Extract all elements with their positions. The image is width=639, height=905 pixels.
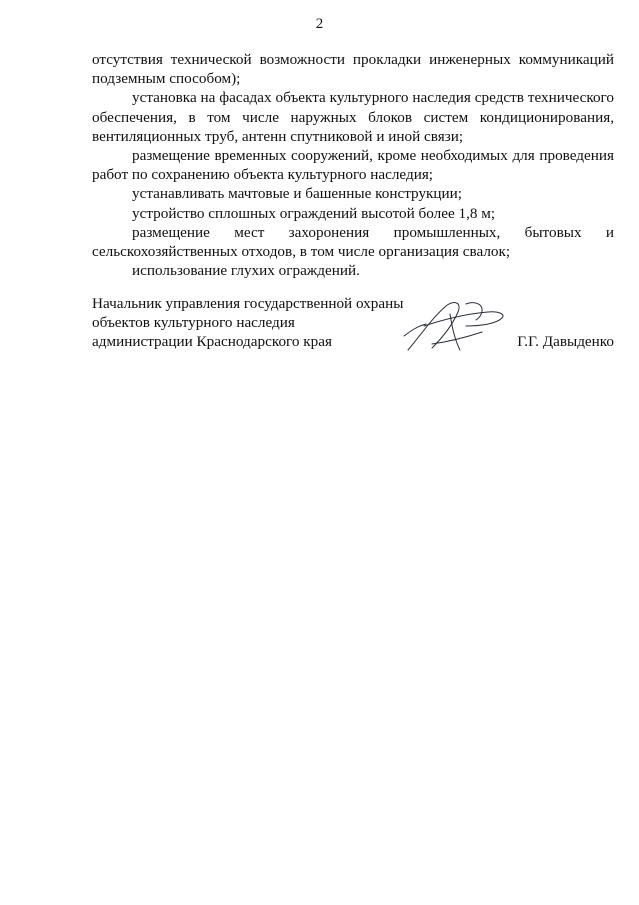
signature-block xyxy=(92,294,614,352)
paragraph: использование глухих ограждений. xyxy=(132,262,360,280)
paragraph: отсутствия технической возможности прокладки инженерных коммуникаций подземным способом); xyxy=(92,51,614,88)
signatory-position-line: Начальник управления государственной охраны xyxy=(92,295,404,312)
handwritten-signature xyxy=(402,296,512,354)
signatory-position-line: администрации Краснодарского края xyxy=(92,333,332,351)
page-number: 2 xyxy=(315,16,324,32)
paragraph: устройство сплошных ограждений высотой более 1,8 м; xyxy=(132,204,496,222)
paragraph: размещение мест захоронения промышленных, бытовых и сельскохозяйственных отходов, в том числе организация свалок; xyxy=(92,223,614,261)
paragraph: установка на фасадах объекта культурного наследия средств технического обеспечения, в том числе наружных блоков систем кондиционирования, вентиляционных труб, антенн спутниковой и иной связи; xyxy=(92,89,614,145)
paragraph: устанавливать мачтовые и башенные конструкции; xyxy=(132,185,463,203)
signatory-position-line: объектов культурного наследия xyxy=(92,314,295,332)
document-body xyxy=(92,50,614,280)
paragraph: размещение временных сооружений, кроме необходимых для проведения работ по сохранению объекта культурного наследия; xyxy=(92,147,614,184)
signatory-name: Г.Г. Давыденко xyxy=(517,333,614,351)
